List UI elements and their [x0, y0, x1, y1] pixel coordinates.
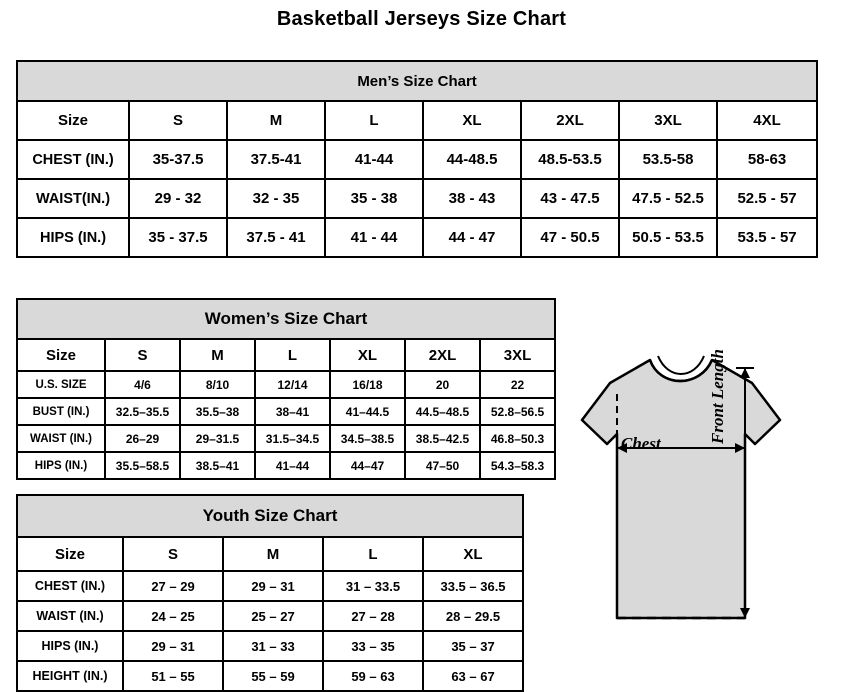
youth-waist-s: 24 – 25 [123, 601, 223, 631]
men-waist-s: 29 - 32 [129, 179, 227, 218]
youth-hips-s: 29 – 31 [123, 631, 223, 661]
women-bust-3xl: 52.8–56.5 [480, 398, 555, 425]
women-header-size: Size [17, 339, 105, 371]
table-caption-row [17, 61, 817, 101]
youth-header-size: Size [17, 537, 123, 571]
men-waist-4xl: 52.5 - 57 [717, 179, 817, 218]
men-header-m: M [227, 101, 325, 140]
chest-measure-label: Chest [621, 434, 661, 453]
table-header-row [17, 537, 523, 571]
men-row-label-hips: HIPS (IN.) [17, 218, 129, 257]
women-header-xl: XL [330, 339, 405, 371]
men-hips-xl: 44 - 47 [423, 218, 521, 257]
youth-height-s: 51 – 55 [123, 661, 223, 691]
table-row [17, 371, 555, 398]
men-waist-m: 32 - 35 [227, 179, 325, 218]
shirt-measurement-diagram [540, 348, 840, 668]
table-caption-row [17, 495, 523, 537]
mens-chart-caption: Men’s Size Chart [17, 61, 817, 101]
youth-row-label-hips: HIPS (IN.) [17, 631, 123, 661]
men-chest-3xl: 53.5-58 [619, 140, 717, 179]
men-header-2xl: 2XL [521, 101, 619, 140]
youth-chest-s: 27 – 29 [123, 571, 223, 601]
women-waist-m: 29–31.5 [180, 425, 255, 452]
youth-chest-l: 31 – 33.5 [323, 571, 423, 601]
table-header-row [17, 339, 555, 371]
youth-row-label-height: HEIGHT (IN.) [17, 661, 123, 691]
youth-height-m: 55 – 59 [223, 661, 323, 691]
women-waist-xl: 34.5–38.5 [330, 425, 405, 452]
table-row [17, 631, 523, 661]
page-title: Basketball Jerseys Size Chart [276, 8, 567, 30]
men-chest-s: 35-37.5 [129, 140, 227, 179]
women-bust-l: 38–41 [255, 398, 330, 425]
men-chest-4xl: 58-63 [717, 140, 817, 179]
women-ussize-3xl: 22 [480, 371, 555, 398]
womens-size-chart-table [16, 298, 556, 480]
youth-row-label-waist: WAIST (IN.) [17, 601, 123, 631]
women-header-3xl: 3XL [480, 339, 555, 371]
men-header-size: Size [17, 101, 129, 140]
men-waist-xl: 38 - 43 [423, 179, 521, 218]
women-hips-l: 41–44 [255, 452, 330, 479]
table-caption-row [17, 299, 555, 339]
table-row [17, 398, 555, 425]
table-header-row [17, 101, 817, 140]
women-ussize-2xl: 20 [405, 371, 480, 398]
men-header-l: L [325, 101, 423, 140]
men-chest-l: 41-44 [325, 140, 423, 179]
men-header-4xl: 4XL [717, 101, 817, 140]
youth-hips-l: 33 – 35 [323, 631, 423, 661]
women-header-s: S [105, 339, 180, 371]
women-waist-3xl: 46.8–50.3 [480, 425, 555, 452]
women-bust-xl: 41–44.5 [330, 398, 405, 425]
women-row-label-hips: HIPS (IN.) [17, 452, 105, 479]
women-header-m: M [180, 339, 255, 371]
men-chest-xl: 44-48.5 [423, 140, 521, 179]
collar-inner-line [658, 356, 704, 374]
women-waist-2xl: 38.5–42.5 [405, 425, 480, 452]
youth-row-label-chest: CHEST (IN.) [17, 571, 123, 601]
table-row [17, 179, 817, 218]
women-ussize-m: 8/10 [180, 371, 255, 398]
table-row [17, 452, 555, 479]
table-row [17, 140, 817, 179]
table-row [17, 571, 523, 601]
men-row-label-chest: CHEST (IN.) [17, 140, 129, 179]
front-length-measure-label: Front Length [708, 349, 727, 444]
men-waist-l: 35 - 38 [325, 179, 423, 218]
youth-size-chart-table [16, 494, 524, 692]
table-row [17, 218, 817, 257]
youth-waist-xl: 28 – 29.5 [423, 601, 523, 631]
youth-header-s: S [123, 537, 223, 571]
youth-chest-xl: 33.5 – 36.5 [423, 571, 523, 601]
women-hips-3xl: 54.3–58.3 [480, 452, 555, 479]
men-header-xl: XL [423, 101, 521, 140]
women-waist-l: 31.5–34.5 [255, 425, 330, 452]
youth-height-xl: 63 – 67 [423, 661, 523, 691]
women-ussize-l: 12/14 [255, 371, 330, 398]
men-hips-3xl: 50.5 - 53.5 [619, 218, 717, 257]
youth-chart-caption: Youth Size Chart [17, 495, 523, 537]
youth-waist-l: 27 – 28 [323, 601, 423, 631]
table-row [17, 661, 523, 691]
women-ussize-xl: 16/18 [330, 371, 405, 398]
women-ussize-s: 4/6 [105, 371, 180, 398]
youth-chest-m: 29 – 31 [223, 571, 323, 601]
shirt-outline [582, 360, 780, 618]
womens-chart-caption: Women’s Size Chart [17, 299, 555, 339]
table-row [17, 601, 523, 631]
youth-hips-m: 31 – 33 [223, 631, 323, 661]
table-row [17, 425, 555, 452]
women-bust-2xl: 44.5–48.5 [405, 398, 480, 425]
men-hips-2xl: 47 - 50.5 [521, 218, 619, 257]
women-waist-s: 26–29 [105, 425, 180, 452]
men-hips-s: 35 - 37.5 [129, 218, 227, 257]
men-hips-m: 37.5 - 41 [227, 218, 325, 257]
mens-size-chart-table [16, 60, 818, 258]
men-header-3xl: 3XL [619, 101, 717, 140]
men-hips-4xl: 53.5 - 57 [717, 218, 817, 257]
youth-header-xl: XL [423, 537, 523, 571]
youth-header-m: M [223, 537, 323, 571]
women-hips-s: 35.5–58.5 [105, 452, 180, 479]
front-length-arrow-top [740, 368, 750, 378]
women-header-2xl: 2XL [405, 339, 480, 371]
women-row-label-bust: BUST (IN.) [17, 398, 105, 425]
men-waist-3xl: 47.5 - 52.5 [619, 179, 717, 218]
women-bust-m: 35.5–38 [180, 398, 255, 425]
men-waist-2xl: 43 - 47.5 [521, 179, 619, 218]
women-hips-xl: 44–47 [330, 452, 405, 479]
tshirt-icon [540, 348, 840, 668]
youth-hips-xl: 35 – 37 [423, 631, 523, 661]
women-row-label-us-size: U.S. SIZE [17, 371, 105, 398]
women-bust-s: 32.5–35.5 [105, 398, 180, 425]
youth-waist-m: 25 – 27 [223, 601, 323, 631]
men-chest-2xl: 48.5-53.5 [521, 140, 619, 179]
youth-height-l: 59 – 63 [323, 661, 423, 691]
women-hips-2xl: 47–50 [405, 452, 480, 479]
youth-header-l: L [323, 537, 423, 571]
men-header-s: S [129, 101, 227, 140]
men-chest-m: 37.5-41 [227, 140, 325, 179]
men-row-label-waist: WAIST(IN.) [17, 179, 129, 218]
men-hips-l: 41 - 44 [325, 218, 423, 257]
women-row-label-waist: WAIST (IN.) [17, 425, 105, 452]
women-header-l: L [255, 339, 330, 371]
women-hips-m: 38.5–41 [180, 452, 255, 479]
